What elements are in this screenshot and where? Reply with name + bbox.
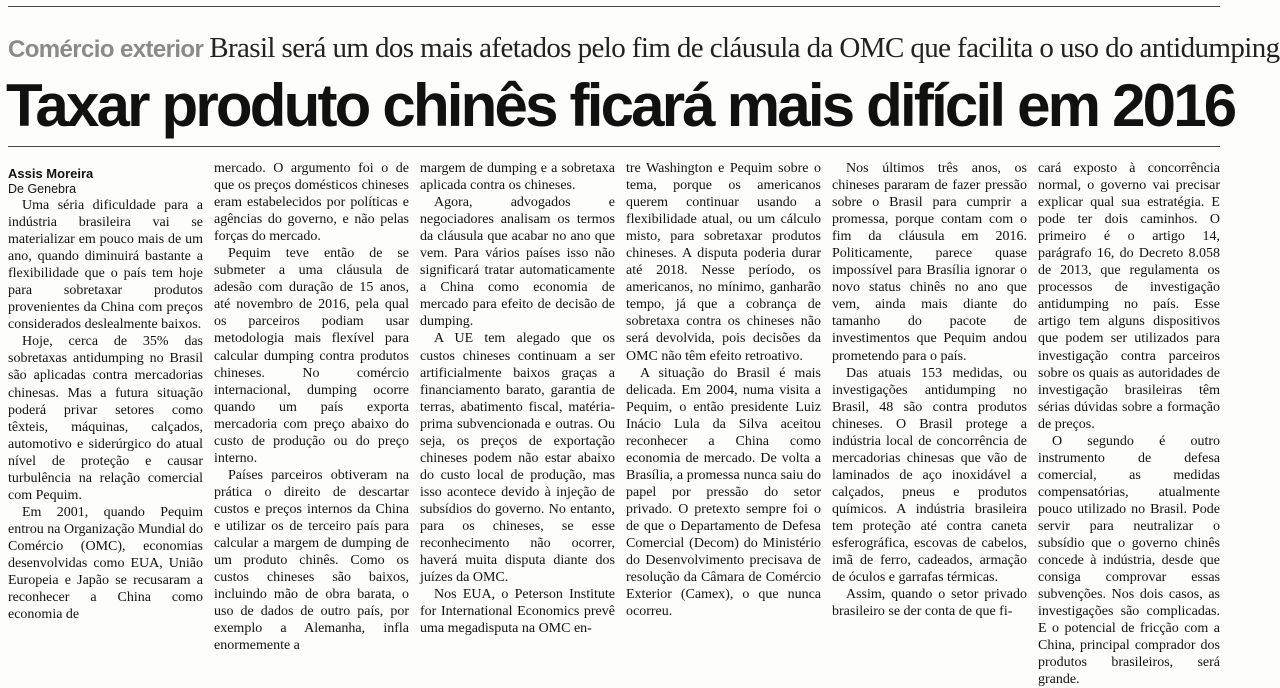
paragraph: cará exposto à concorrência normal, o governo vai precisar explicar qual sua estratégia. E pode ter dois caminhos. O primeiro é o artigo 14, parágrafo 16, do Decreto 8.058 de 2013, que regulamenta os processos de investigação antidumping no país. Esse artigo tem alguns dispositivos que podem ser utilizados para investigação contra parceiros sobre os quais as autoridades de investigação brasileiras têm sérias dúvidas sobre a formação de preços.	[1038, 161, 1220, 432]
column-6	[1038, 160, 1220, 688]
paragraph: mercado. O argumento foi o de que os preços domésticos chineses eram estabelecidos por políticas e agências do governo, e não pelas forças do mercado.	[214, 161, 409, 245]
section-tag: Comércio exterior	[8, 36, 204, 63]
top-rule	[8, 6, 1220, 7]
column-1-text	[8, 197, 203, 623]
kicker-line	[8, 30, 1280, 71]
subheadline: Brasil será um dos mais afetados pelo fim de cláusula da OMC que facilita o uso do antidumping	[209, 32, 1280, 64]
paragraph: A UE tem alegado que os custos chineses continuam a ser artificialmente baixos graças a financiamento barato, garantia de terras, abatimento fiscal, matéria-prima subvencionada e outras. Ou seja, os preços de exportação chineses podem não estar abaixo do custo local de produção, mas isso acontece devido à injeção de subsídios do governo. No entanto, para os chineses, se esse reconhecimento não ocorrer, haverá muita disputa diante dos juízes da OMC.	[420, 331, 615, 586]
column-3	[420, 160, 615, 637]
paragraph: Em 2001, quando Pequim entrou na Organização Mundial do Comércio (OMC), economias desenvolvidas como EUA, União Europeia e Japão se recusaram a reconhecer a China como economia de	[8, 504, 203, 623]
column-1	[8, 166, 203, 623]
paragraph: Países parceiros obtiveram na prática o direito de descartar custos e preços internos da China e utilizar os de terceiro país para calcular a margem de dumping de um produto chinês. Como os custos chineses são baixos, incluindo mão de obra barata, o uso de dados de outro país, por exemplo a Alemanha, infla enormemente a	[214, 467, 409, 654]
paragraph: Agora, advogados e negociadores analisam os termos da cláusula que acabar no ano que vem. Para vários países isso não significará tratar automaticamente a China como economia de mercado para efeito de decisão de dumping.	[420, 195, 615, 330]
article-body	[8, 160, 1220, 688]
paragraph: A situação do Brasil é mais delicada. Em 2004, numa visita a Pequim, o então presidente Luiz Inácio Lula da Silva aceitou reconhecer a China como economia de mercado. De volta a Brasília, a promessa nunca saiu do papel por pressão do setor privado. O pretexto sempre foi o de que o Departamento de Defesa Comercial (Decom) do Ministério do Desenvolvimento precisava de resolução da Câmara de Comércio Exterior (Camex), o que nunca ocorreu.	[626, 365, 821, 620]
headline-rule	[8, 146, 1220, 147]
paragraph: Nos EUA, o Peterson Institute for International Economics prevê uma megadisputa na OMC en-	[420, 587, 615, 637]
paragraph: margem de dumping e a sobretaxa aplicada contra os chineses.	[420, 161, 615, 194]
paragraph: tre Washington e Pequim sobre o tema, porque os americanos querem continuar usando a flexibilidade atual, ou um cálculo misto, para sobretaxar produtos chineses. A disputa poderia durar até 2018. Nesse período, os americanos, no mínimo, ganharão tempo, já que a cobrança de sobretaxa contra os chineses não será devolvida, pois decisões da OMC não têm efeito retroativo.	[626, 161, 821, 364]
paragraph: Hoje, cerca de 35% das sobretaxas antidumping no Brasil são aplicadas contra mercadorias chinesas. Mas a futura situação poderá privar setores como têxteis, máquinas, calçados, automotivo e siderúrgico do atual nível de proteção e causar turbulência na relação comercial com Pequim.	[8, 334, 203, 503]
paragraph: Uma séria dificuldade para a indústria brasileira vai se materializar em pouco mais de um ano, quando diminuirá bastante a flexibilidade que o país tem hoje para sobretaxar produtos provenientes da China com preços considerados deslealmente baixos.	[8, 198, 203, 333]
column-5	[832, 160, 1027, 620]
headline: Taxar produto chinês ficará mais difícil em 2016	[6, 72, 1235, 139]
byline-author: Assis Moreira	[8, 166, 94, 181]
byline-dateline: De Genebra	[8, 182, 77, 196]
paragraph: Das atuais 153 medidas, ou investigações antidumping no Brasil, 48 são contra produtos chineses. O Brasil protege a indústria local de concorrência de mercadorias chinesas que vão de laminados de aço inoxidável a calçados, pneus e produtos químicos. A indústria brasileira tem proteção até contra caneta esferográfica, escovas de cabelos, imã de ferro, cadeados, armação de óculos e garrafas térmicas.	[832, 365, 1027, 586]
paragraph: Nos últimos três anos, os chineses pararam de fazer pressão sobre o Brasil para cumprir a promessa, porque contam com o fim da cláusula em 2016. Politicamente, parece quase impossível para Brasília ignorar o novo status chinês no ano que vem, ainda mais diante do tamanho do pacote de investimentos que Pequim andou prometendo para o país.	[832, 161, 1027, 364]
column-2	[214, 160, 409, 654]
paragraph: O segundo é outro instrumento de defesa comercial, as medidas compensatórias, atualmente pouco utilizado no Brasil. Pode servir para neutralizar o subsídio que o governo chinês concede à indústria, desde que consiga comprovar essas subvenções. Nos dois casos, as investigações são complicadas. E o potencial de fricção com a China, principal comprador dos produtos brasileiros, será grande.	[1038, 433, 1220, 688]
paragraph: Assim, quando o setor privado brasileiro se der conta de que fi-	[832, 587, 1027, 620]
paragraph: Pequim teve então de se submeter a uma cláusula de adesão com duração de 15 anos, até novembro de 2016, pela qual os parceiros podiam usar metodologia mais flexível para calcular dumping contra produtos chineses. No comércio internacional, dumping ocorre quando um país exporta mercadoria com preço abaixo do custo de produção ou do preço interno.	[214, 246, 409, 466]
column-4	[626, 160, 821, 620]
